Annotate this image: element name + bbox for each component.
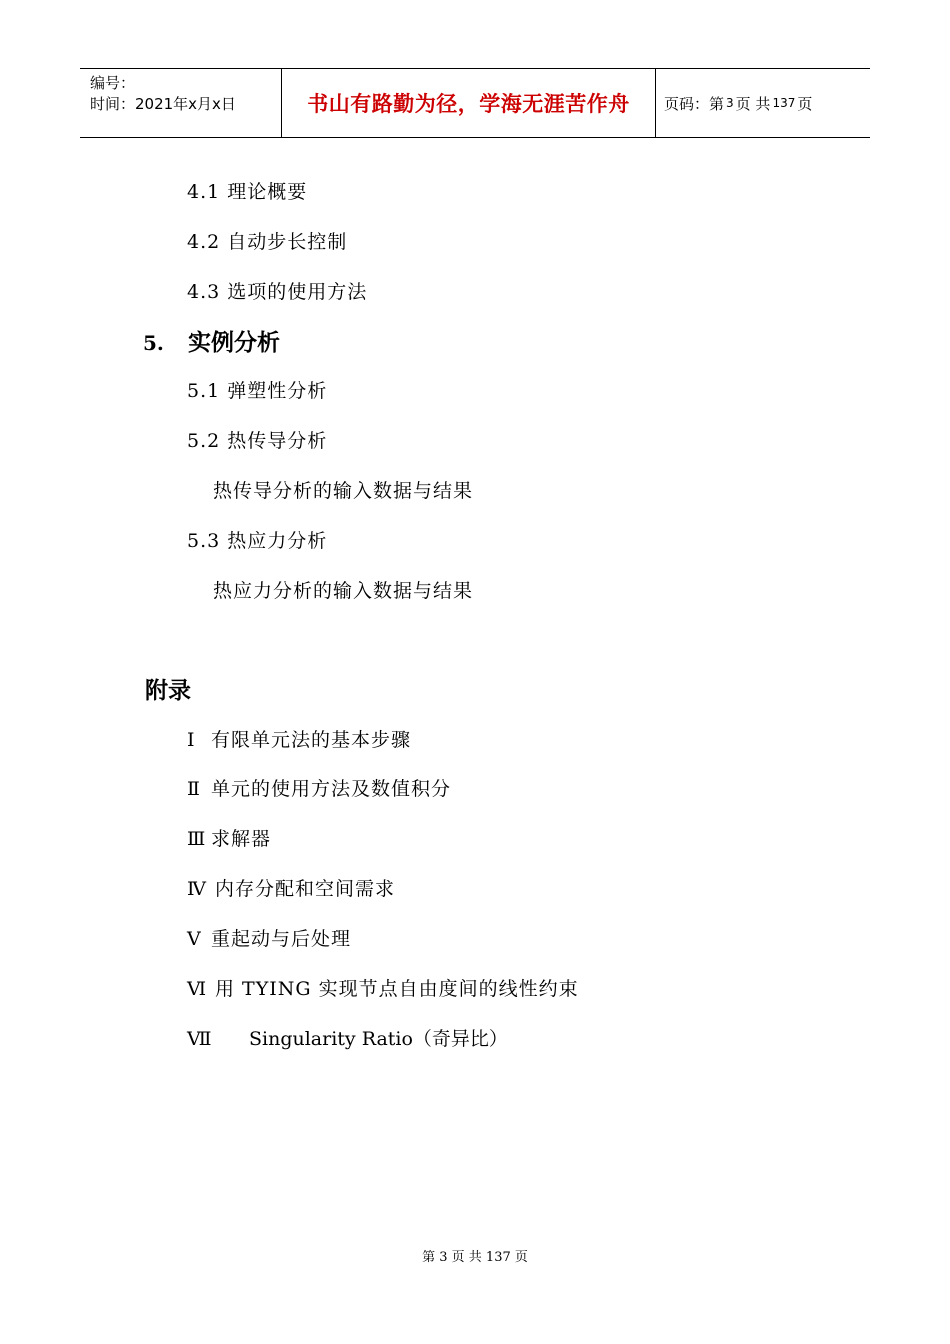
- appendix-item: [187, 927, 351, 951]
- appendix-numeral: Ⅴ: [187, 928, 202, 950]
- appendix-item: [187, 777, 451, 801]
- appendix-item-text: 有限单元法的基本步骤: [211, 729, 412, 751]
- appendix-numeral: Ⅲ: [187, 828, 207, 850]
- appendix-numeral: Ⅰ: [187, 729, 196, 751]
- toc-item-5-2: 5.2 热传导分析: [187, 430, 328, 452]
- header-time-label: 时间：2021年x月x日: [90, 95, 236, 113]
- page-header: [80, 68, 870, 138]
- appendix-item: [187, 827, 271, 851]
- appendix-numeral: Ⅵ: [187, 978, 208, 1000]
- toc-section-5-number: 5.: [143, 331, 164, 355]
- appendix-item-text: 用 TYING 实现节点自由度间的线性约束: [215, 978, 579, 1000]
- appendix-item-text: 内存分配和空间需求: [215, 878, 396, 900]
- toc-item-4-3: 4.3 选项的使用方法: [187, 281, 368, 303]
- appendix-numeral: Ⅱ: [187, 778, 201, 800]
- header-page-total: 137: [772, 96, 796, 110]
- header-page-current: 3: [726, 96, 734, 110]
- page-footer: 第 3 页 共 137 页: [422, 1250, 528, 1265]
- appendix-item-text: Singularity Ratio（奇异比）: [249, 1028, 508, 1050]
- header-motto: 书山有路勤为径，学海无涯苦作舟: [307, 92, 630, 116]
- appendix-item-text: 重起动与后处理: [211, 928, 352, 950]
- toc-item-5-1: 5.1 弹塑性分析: [187, 380, 328, 402]
- header-meta: [90, 73, 280, 115]
- toc-item-4-2: 4.2 自动步长控制: [187, 231, 348, 253]
- appendix-item: [187, 728, 411, 752]
- header-page-info: [664, 69, 870, 137]
- header-page-mid: 页 共: [735, 94, 771, 113]
- toc-item-4-1: 4.1 理论概要: [187, 181, 308, 203]
- appendix-numeral: Ⅳ: [187, 878, 207, 900]
- appendix-item: [187, 1027, 508, 1051]
- toc-subitem-5-2: 热传导分析的输入数据与结果: [213, 480, 474, 502]
- header-page-suffix: 页: [797, 94, 813, 113]
- header-page-prefix: 页码：第: [664, 94, 725, 113]
- appendix-item-text: 求解器: [211, 828, 272, 850]
- appendix-item-text: 单元的使用方法及数值积分: [211, 778, 452, 800]
- appendix-item: [187, 977, 579, 1001]
- appendix-numeral: Ⅶ: [187, 1028, 213, 1050]
- toc-subitem-5-3: 热应力分析的输入数据与结果: [213, 580, 474, 602]
- header-number-label: 编号：: [90, 74, 136, 92]
- appendix-item: [187, 877, 395, 901]
- appendix-title: 附录: [145, 677, 191, 704]
- toc-item-5-3: 5.3 热应力分析: [187, 530, 328, 552]
- toc-section-5-title: 实例分析: [188, 329, 280, 356]
